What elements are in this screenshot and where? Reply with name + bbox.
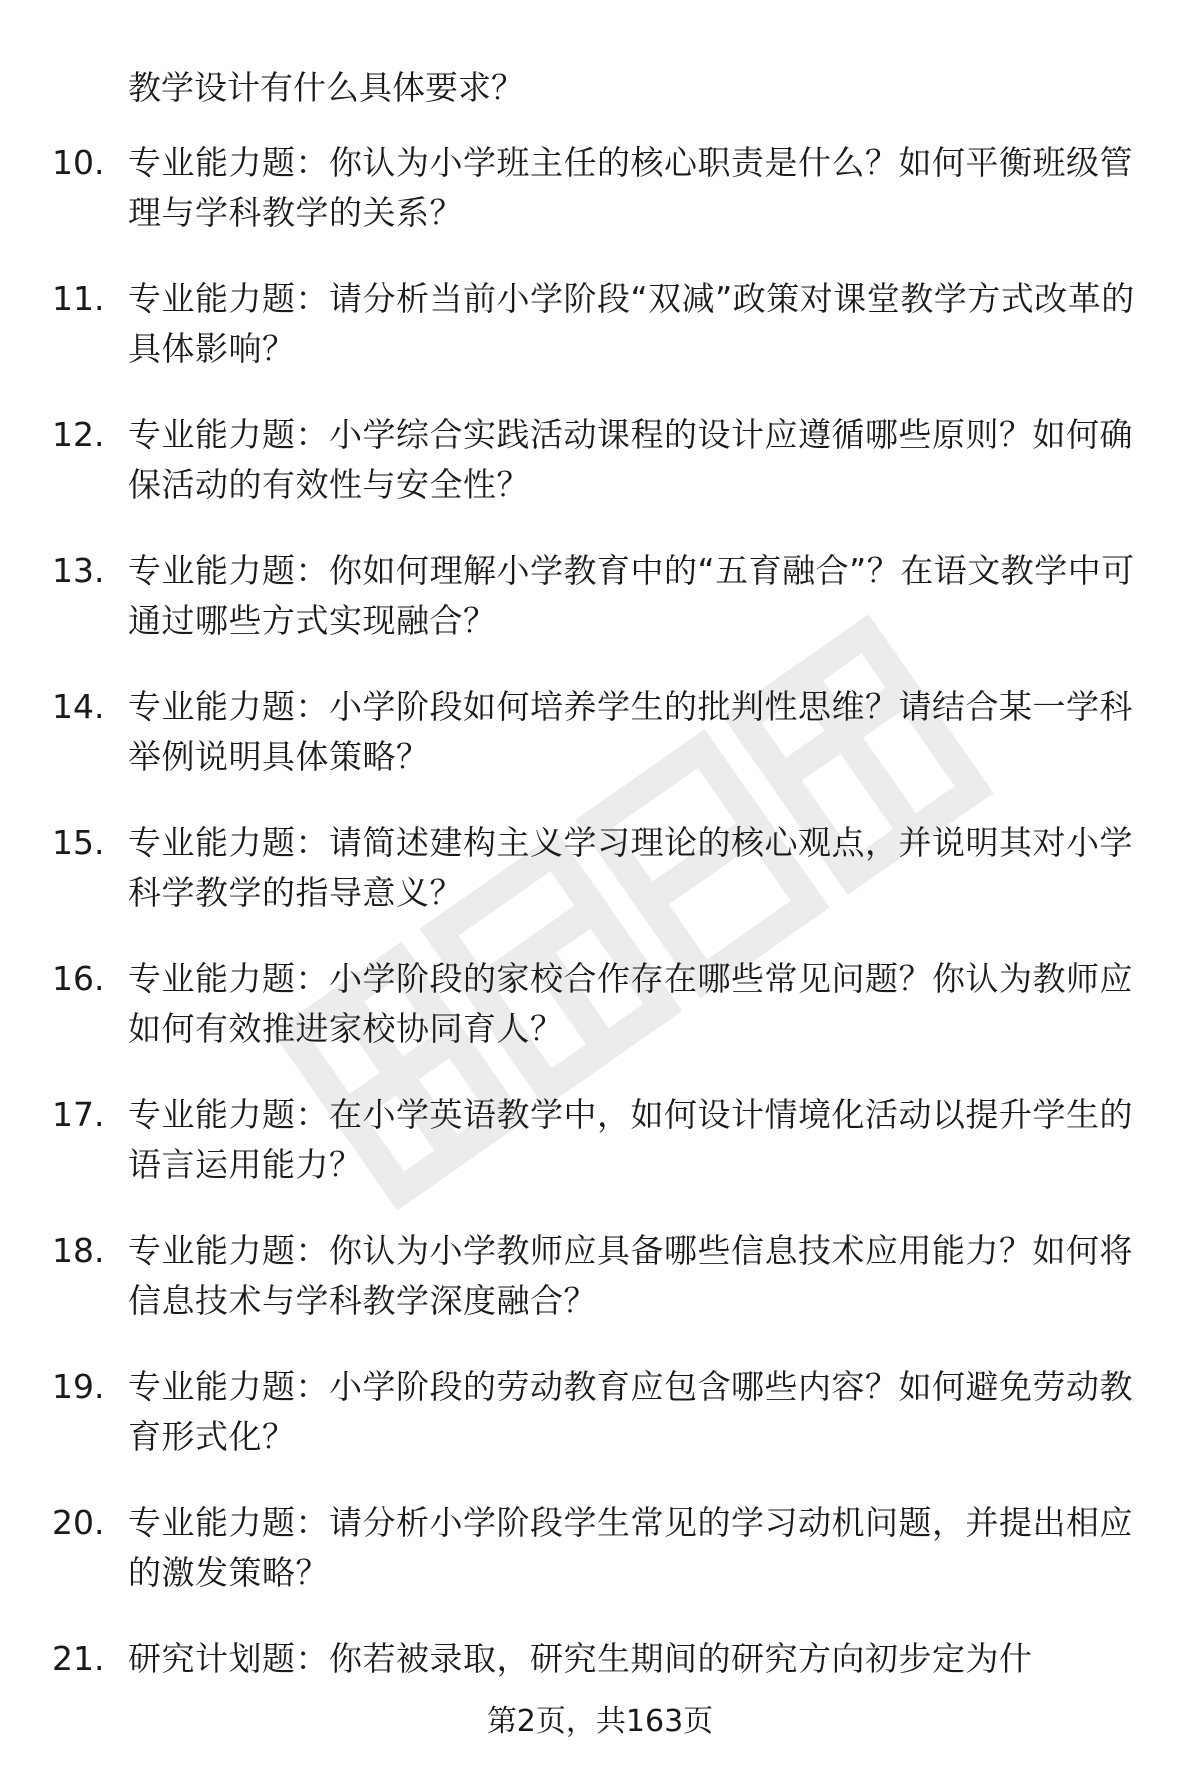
list-item bbox=[0, 818, 1200, 954]
question-text: 研究计划题：你若被录取，研究生期间的研究方向初步定为什 bbox=[128, 1639, 1033, 1678]
list-item bbox=[0, 682, 1200, 818]
page-footer: 第2页，共163页 bbox=[486, 1704, 714, 1739]
question-number: 16. bbox=[52, 959, 105, 998]
question-number: 12. bbox=[52, 415, 105, 454]
question-text: 专业能力题：你认为小学班主任的核心职责是什么？如何平衡班级管理与学科教学的关系？ bbox=[128, 143, 1133, 232]
question-number: 17. bbox=[52, 1095, 105, 1134]
question-number: 11. bbox=[52, 279, 105, 318]
question-text: 专业能力题：小学阶段的劳动教育应包含哪些内容？如何避免劳动教育形式化？ bbox=[128, 1367, 1133, 1456]
continued-question-text: 教学设计有什么具体要求？ bbox=[128, 68, 524, 107]
question-number: 10. bbox=[52, 143, 105, 182]
question-number: 13. bbox=[52, 551, 105, 590]
list-item bbox=[0, 138, 1200, 274]
question-text: 专业能力题：请简述建构主义学习理论的核心观点，并说明其对小学科学教学的指导意义？ bbox=[128, 823, 1133, 912]
question-text: 专业能力题：你认为小学教师应具备哪些信息技术应用能力？如何将信息技术与学科教学深度融合？ bbox=[128, 1231, 1133, 1320]
question-number: 18. bbox=[52, 1231, 105, 1270]
list-item bbox=[0, 274, 1200, 410]
question-text: 专业能力题：请分析小学阶段学生常见的学习动机问题，并提出相应的激发策略？ bbox=[128, 1503, 1133, 1592]
question-text: 专业能力题：小学综合实践活动课程的设计应遵循哪些原则？如何确保活动的有效性与安全性？ bbox=[128, 415, 1133, 504]
list-item bbox=[0, 954, 1200, 1090]
question-text: 专业能力题：请分析当前小学阶段“双减”政策对课堂教学方式改革的具体影响？ bbox=[128, 279, 1135, 368]
list-item bbox=[0, 1362, 1200, 1498]
list-item bbox=[0, 1226, 1200, 1362]
question-number: 15. bbox=[52, 823, 105, 862]
question-number: 20. bbox=[52, 1503, 105, 1542]
question-number: 19. bbox=[52, 1367, 105, 1406]
question-text: 专业能力题：小学阶段如何培养学生的批判性思维？请结合某一学科举例说明具体策略？ bbox=[128, 687, 1133, 776]
list-item bbox=[0, 1498, 1200, 1634]
list-item bbox=[0, 1090, 1200, 1226]
question-text: 专业能力题：小学阶段的家校合作存在哪些常见问题？你认为教师应如何有效推进家校协同育人？ bbox=[128, 959, 1133, 1048]
question-list bbox=[0, 138, 1200, 1770]
list-item bbox=[0, 546, 1200, 682]
list-item bbox=[0, 410, 1200, 546]
question-text: 专业能力题：在小学英语教学中，如何设计情境化活动以提升学生的语言运用能力？ bbox=[128, 1095, 1133, 1184]
question-number: 14. bbox=[52, 687, 105, 726]
question-number: 21. bbox=[52, 1639, 105, 1678]
question-text: 专业能力题：你如何理解小学教育中的“五育融合”？在语文教学中可通过哪些方式实现融合？ bbox=[128, 551, 1135, 640]
